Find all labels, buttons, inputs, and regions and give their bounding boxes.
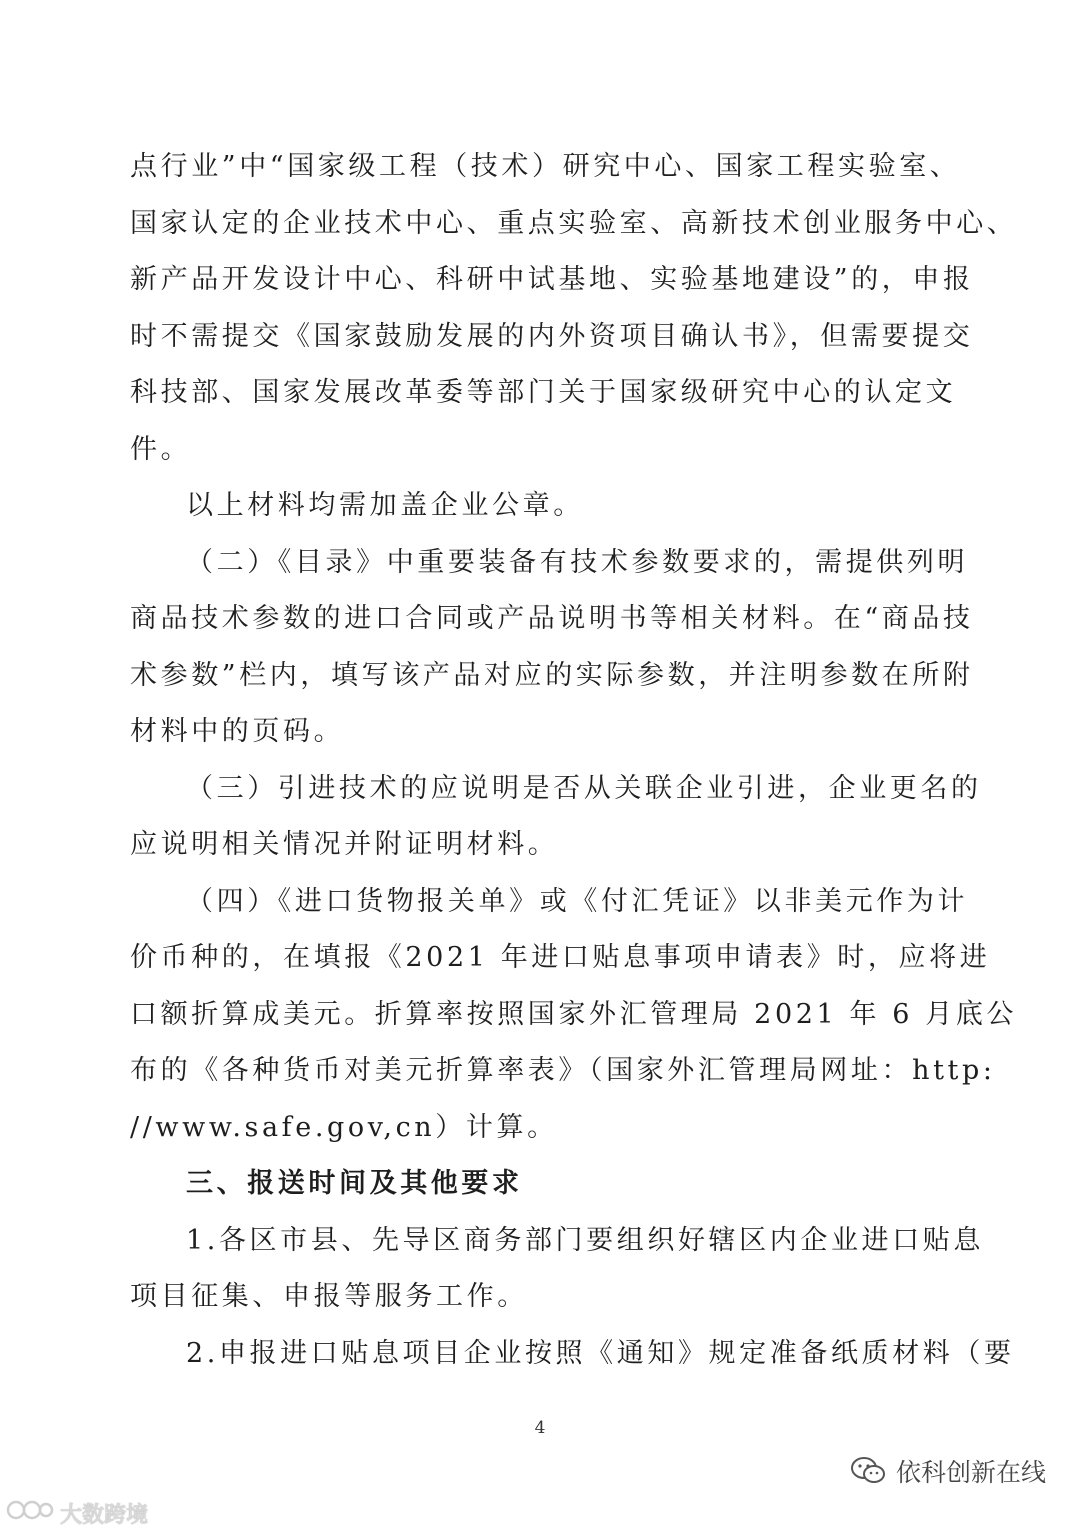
text-line: 科技部、国家发展改革委等部门关于国家级研究中心的认定文 bbox=[130, 377, 957, 408]
text-line: 点行业”中“国家级工程（技术）研究中心、国家工程实验室、 bbox=[130, 151, 961, 182]
text-line: 时不需提交《国家鼓励发展的内外资项目确认书》，但需要提交 bbox=[130, 320, 974, 352]
brand-logo-icon bbox=[6, 1497, 54, 1529]
text-line: 材料中的页码。 bbox=[130, 716, 345, 747]
text-line: 新产品开发设计中心、科研中试基地、实验基地建设”的，申报 bbox=[130, 264, 974, 295]
page-number: 4 bbox=[534, 1418, 546, 1438]
text-line: 件。 bbox=[130, 433, 192, 465]
text-line: （四）《进口货物报关单》或《付汇凭证》以非美元作为计 bbox=[186, 885, 969, 917]
text-line: 1.各区市县、先导区商务部门要组织好辖区内企业进口贴息 bbox=[186, 1224, 984, 1256]
text-line: （二）《目录》中重要装备有技术参数要求的，需提供列明 bbox=[186, 546, 969, 578]
text-line: 项目征集、申报等服务工作。 bbox=[130, 1281, 528, 1312]
text-line: 布的《各种货币对美元折算率表》（国家外汇管理局网址：http: bbox=[130, 1055, 996, 1086]
text-line: 商品技术参数的进口合同或产品说明书等相关材料。在“商品技 bbox=[130, 603, 974, 634]
brand-watermark bbox=[6, 1497, 148, 1529]
text-line: 应说明相关情况并附证明材料。 bbox=[130, 829, 559, 860]
wechat-watermark bbox=[850, 1453, 1046, 1489]
text-line: 价币种的，在填报《2021 年进口贴息事项申请表》时，应将进 bbox=[130, 942, 991, 973]
text-line: （三）引进技术的应说明是否从关联企业引进，企业更名的 bbox=[186, 772, 982, 804]
text-line: 国家认定的企业技术中心、重点实验室、高新技术创业服务中心、 bbox=[130, 207, 1018, 239]
wechat-account-name: 依科创新在线 bbox=[895, 1458, 1046, 1487]
brand-watermark-label: 大数跨境 bbox=[60, 1502, 149, 1528]
body-text bbox=[130, 139, 1018, 1382]
text-line: //www.safe.gov,cn）计算。 bbox=[130, 1111, 558, 1143]
text-line: 2.申报进口贴息项目企业按照《通知》规定准备纸质材料（要 bbox=[186, 1337, 1015, 1369]
text-line: 口额折算成美元。折算率按照国家外汇管理局 2021 年 6 月底公 bbox=[130, 998, 1018, 1030]
text-line: 术参数”栏内，填写该产品对应的实际参数，并注明参数在所附 bbox=[130, 659, 974, 691]
wechat-icon bbox=[850, 1456, 886, 1486]
text-line: 以上材料均需加盖企业公章。 bbox=[186, 490, 584, 521]
section-heading: 三、报送时间及其他要求 bbox=[186, 1168, 523, 1199]
